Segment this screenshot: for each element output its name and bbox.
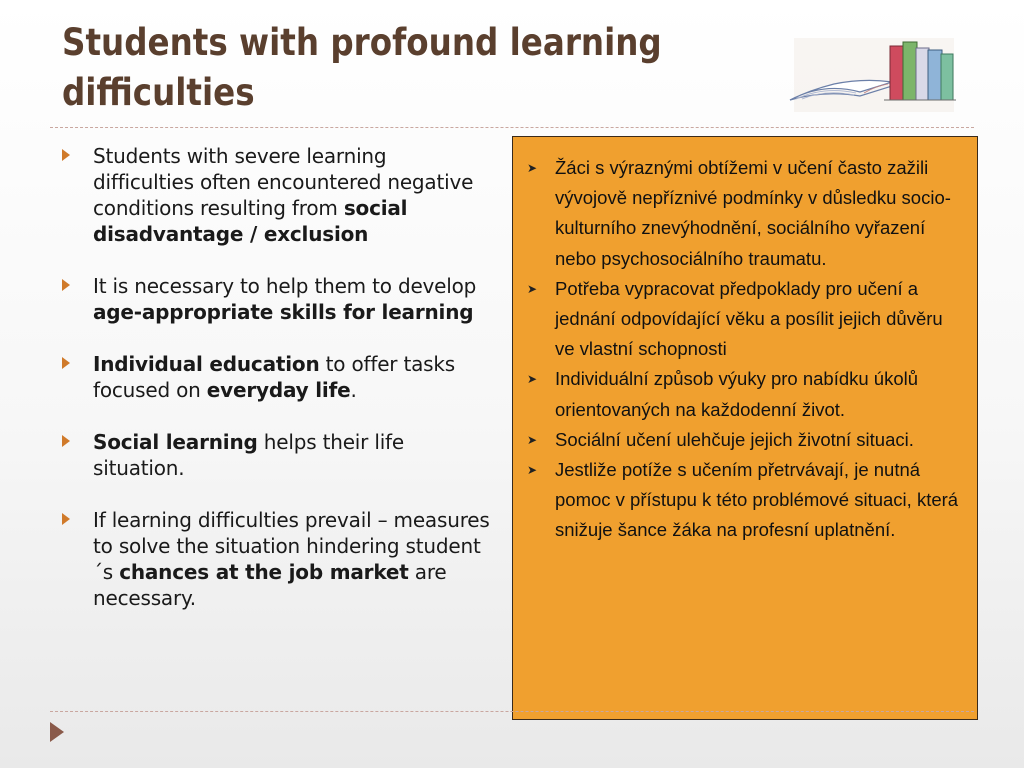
arrow-bullet-icon: ➤ [527, 432, 538, 447]
list-item: Social learning helps their life situation. [62, 429, 492, 481]
bullet-arrow-icon [62, 513, 70, 525]
arrow-bullet-icon: ➤ [527, 281, 538, 296]
bullet-arrow-icon [62, 279, 70, 291]
arrow-bullet-icon: ➤ [527, 372, 538, 387]
bullet-arrow-icon [62, 149, 70, 161]
english-bullet-list [62, 143, 492, 637]
slide-title-line-2: difficulties [62, 71, 255, 114]
list-item: If learning difficulties prevail – measures to solve the situation hindering student´s chances at the job market are necessary. [62, 507, 492, 611]
czech-translation-box [512, 136, 978, 720]
books-illustration-icon [784, 30, 960, 116]
list-item: Individual education to offer tasks focused on everyday life. [62, 351, 492, 403]
next-slide-arrow-icon[interactable] [50, 722, 64, 742]
list-item: ➤ Sociální učení ulehčuje jejich životní situaci. [525, 425, 967, 455]
list-item: ➤ Jestliže potíže s učením přetrvávají, je nutná pomoc v přístupu k této problémové situaci, která snižuje šance žáka na profesní uplatnění. [525, 455, 967, 546]
bullet-arrow-icon [62, 435, 70, 447]
list-item: ➤ Žáci s výraznými obtížemi v učení často zažili vývojově nepříznivé podmínky v důsledku socio-kulturního znevýhodnění, sociálního vyřazení nebo psychosociálního traumatu. [525, 153, 967, 274]
footer-divider [50, 711, 974, 712]
list-item: ➤ Individuální způsob výuky pro nabídku úkolů orientovaných na každodenní život. [525, 364, 967, 424]
arrow-bullet-icon: ➤ [527, 161, 538, 175]
list-item: ➤ Potřeba vypracovat předpoklady pro učení a jednání odpovídající věku a posílit jejich důvěru ve vlastní schopnosti [525, 274, 967, 365]
list-item: It is necessary to help them to develop age-appropriate skills for learning [62, 273, 492, 325]
slide-title-line-1: Students with profound learning [62, 21, 662, 64]
list-item: Students with severe learning difficulties often encountered negative conditions resulting from social disadvantage / exclusion [62, 143, 492, 247]
slide-title [62, 18, 678, 118]
bullet-arrow-icon [62, 357, 70, 369]
title-divider [50, 127, 974, 128]
arrow-bullet-icon: ➤ [527, 463, 538, 478]
